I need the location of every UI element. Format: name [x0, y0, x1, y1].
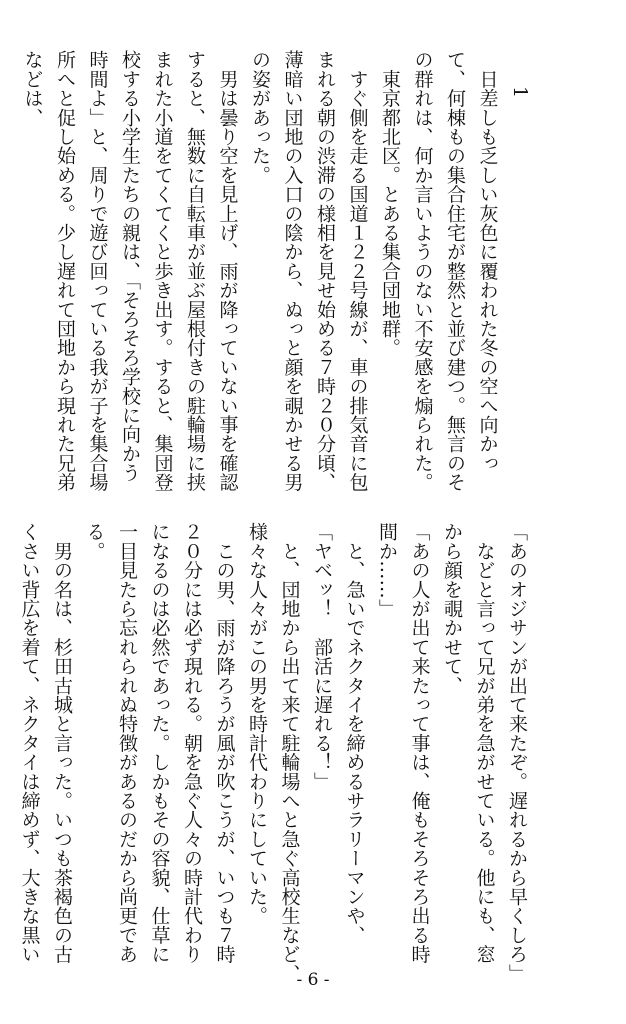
text-line: 日差しも乏しい灰色に覆われた冬の空へ向かっ — [476, 50, 499, 473]
text-line: 「ヤベッ！ 部活に遅れる！」 — [311, 522, 333, 791]
text-line: 東京都北区。とある集合団地群。 — [379, 50, 401, 358]
upper-text-block — [16, 50, 536, 490]
lower-text-block — [13, 522, 533, 983]
text-line: すぐ側を走る国道１２２号線が、車の排気音に包 — [346, 50, 369, 492]
text-line: まれる朝の渋滞の様相を見せ始める７時２０分頃、 — [314, 50, 336, 492]
text-line: 男の名は、杉田古城と言った。いつも茶褐色の古 — [51, 522, 73, 964]
text-line: ２０分には必ず現れる。朝を急ぐ人々の時計代わり — [181, 522, 203, 964]
text-line: すると、無数に自転車が並ぶ屋根付きの駐輪場に挟 — [184, 50, 206, 492]
text-line: と、団地から出て来て駐輪場へと急ぐ高校生など、 — [278, 522, 301, 983]
text-line: などと言って兄が弟を急がせている。他にも、窓 — [473, 522, 496, 964]
text-line: などは、 — [21, 50, 44, 127]
text-line: から顔を覗かせて、 — [441, 522, 463, 695]
text-line: て、何棟もの集合住宅が整然と並び建つ。無言のそ — [444, 50, 466, 492]
text-line: の姿があった。 — [249, 50, 271, 185]
text-line: 男は曇り空を見上げ、雨が降っていない事を確認 — [216, 50, 239, 492]
text-line: 「あの人が出て来たって事は、俺もそろそろ出る時 — [408, 522, 431, 964]
text-line: る。 — [83, 522, 106, 561]
text-line: と、急いでネクタイを締めるサラリーマンや、 — [343, 522, 366, 945]
text-line: この男、雨が降ろうが風が吹こうが、いつも７時 — [213, 522, 236, 964]
text-line: 薄暗い団地の入口の陰から、ぬっと顔を覗かせる男 — [281, 50, 304, 492]
text-line: の群れは、何か言いようのない不安感を煽られた。 — [411, 50, 434, 492]
text-line: くさい背広を着て、ネクタイは締めず、大きな黒い — [18, 522, 41, 964]
text-line: 一目見たら忘れられぬ特徴があるのだから尚更であ — [116, 522, 138, 964]
text-line: 校する小学生たちの親は、「そろそろ学校に向かう — [119, 50, 141, 483]
chapter-number: 1 — [509, 86, 531, 99]
text-line: 所へと促し始める。少し遅れて団地から現れた兄弟 — [54, 50, 76, 492]
page-number: - 6 - — [296, 970, 330, 990]
text-line: まれた小道をてくてくと歩き出す。すると、集団登 — [151, 50, 174, 492]
text-line: になるのは必然であった。しかもその容貌、仕草に — [148, 522, 171, 964]
text-line: 間か……」 — [376, 522, 398, 618]
text-line: 様々な人々がこの男を時計代わりにしていた。 — [246, 522, 268, 926]
text-line: 「あのオジサンが出て来たぞ。遅れるから早くしろ」 — [506, 522, 528, 983]
text-line: 時間よ」と、周りで遊び回っている我が子を集合場 — [86, 50, 109, 492]
